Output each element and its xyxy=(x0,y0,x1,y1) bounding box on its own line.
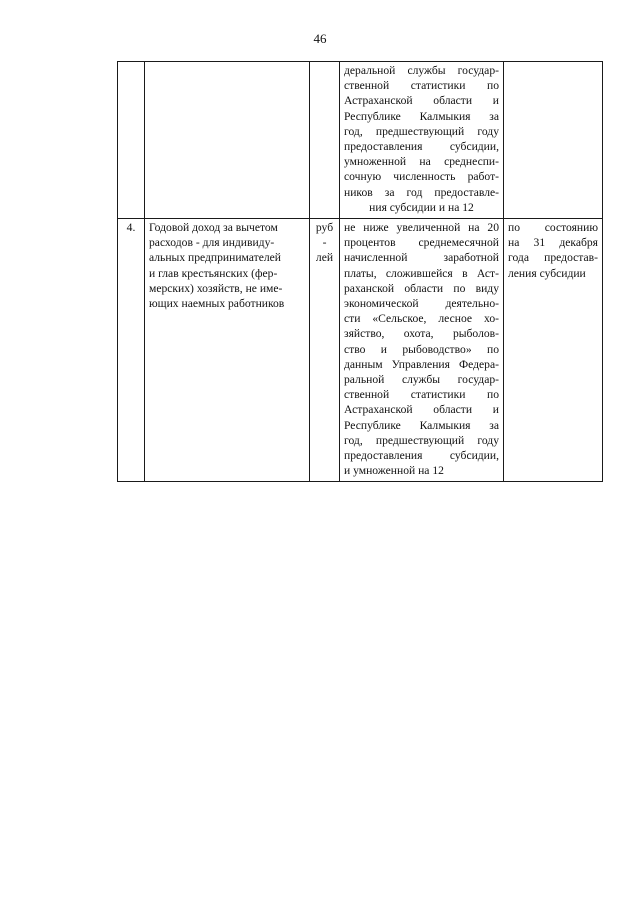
date-cell xyxy=(504,219,603,482)
value-cell xyxy=(340,219,504,482)
unit-cell xyxy=(310,62,340,219)
value-line: ственной статистики по xyxy=(344,79,499,93)
value-line: платы, сложившейся в Аст- xyxy=(344,266,499,280)
name-line: Годовой доход за вычетом xyxy=(149,221,278,235)
date-line: года предостав- xyxy=(508,251,598,265)
value-line: предоставления субсидии, xyxy=(344,449,499,463)
table-row-4 xyxy=(118,219,603,482)
date-line: ления субсидии xyxy=(508,266,586,280)
unit-line: лей xyxy=(315,251,334,265)
value-line: Астраханской области и xyxy=(344,403,499,417)
value-line: ство и рыбоводство» по xyxy=(344,342,499,356)
value-line: деральной службы государ- xyxy=(344,64,499,77)
date-cell xyxy=(504,62,603,219)
value-line: процентов среднемесячной xyxy=(344,236,499,250)
value-line: Астраханской области и xyxy=(344,94,499,108)
value-line: ников за год предоставле- xyxy=(344,185,499,199)
value-line: сти «Сельское, лесное хо- xyxy=(344,312,499,326)
value-line: ния субсидии и на 12 xyxy=(369,200,474,214)
name-line: мерских) хозяйств, не име- xyxy=(149,281,283,295)
unit-cell xyxy=(310,219,340,482)
row-number-cell: 4. xyxy=(118,219,145,482)
indicators-table xyxy=(117,61,603,482)
value-line: ральной службы государ- xyxy=(344,373,499,387)
value-line: не ниже увеличенной на 20 xyxy=(344,221,499,235)
name-line: расходов - для индивиду- xyxy=(149,236,275,250)
value-line: предоставления субсидии, xyxy=(344,140,499,154)
value-line: год, предшествующий году xyxy=(344,124,499,138)
value-line: год, предшествующий году xyxy=(344,433,499,447)
value-line: Республике Калмыкия за xyxy=(344,109,499,123)
name-line: ющих наемных работников xyxy=(149,297,285,311)
row-number-cell xyxy=(118,62,145,219)
indicator-name-cell xyxy=(145,62,310,219)
value-line: умноженной на среднеспи- xyxy=(344,155,499,169)
page-number: 46 xyxy=(313,31,327,46)
value-line: данным Управления Федера- xyxy=(344,357,499,371)
date-line: на 31 декабря xyxy=(508,236,598,250)
date-line: по состоянию xyxy=(508,221,598,235)
value-cell xyxy=(340,62,504,219)
value-line: ственной статистики по xyxy=(344,388,499,402)
table-row-continued xyxy=(118,62,603,219)
value-line: зяйство, охота, рыболов- xyxy=(344,327,499,341)
value-line: раханской области по виду xyxy=(344,281,499,295)
value-line: Республике Калмыкия за xyxy=(344,418,499,432)
name-line: альных предпринимателей xyxy=(149,251,281,265)
value-line: начисленной заработной xyxy=(344,251,499,265)
unit-line: руб- xyxy=(315,221,334,250)
value-line: сочную численность работ- xyxy=(344,170,499,184)
value-line: экономической деятельно- xyxy=(344,297,499,311)
indicator-name-cell xyxy=(145,219,310,482)
name-line: и глав крестьянских (фер- xyxy=(149,266,278,280)
value-line: и умноженной на 12 xyxy=(344,464,444,478)
